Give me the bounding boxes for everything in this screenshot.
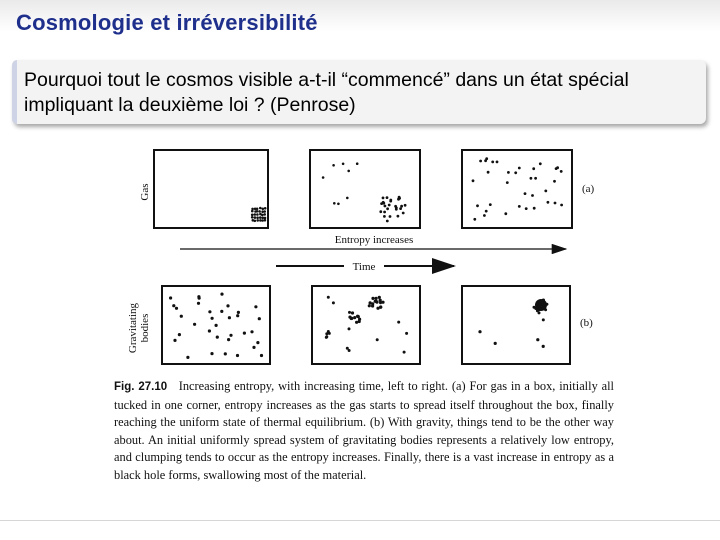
- particle: [560, 170, 563, 173]
- particle: [504, 212, 507, 215]
- particle: [357, 315, 360, 318]
- particle: [348, 327, 351, 330]
- particle: [368, 304, 371, 307]
- particle: [264, 207, 267, 210]
- particle: [224, 352, 227, 355]
- row-a-label: Gas: [139, 183, 151, 201]
- particle: [254, 305, 257, 308]
- particle: [348, 311, 351, 314]
- gas-box-3: [462, 150, 572, 228]
- particle: [539, 162, 542, 165]
- particle: [394, 205, 397, 208]
- particle: [383, 211, 386, 214]
- panel-a-tag: (a): [582, 183, 595, 195]
- particle: [375, 297, 378, 300]
- particle: [327, 330, 330, 333]
- question-box-accent: [12, 60, 17, 124]
- particle: [351, 311, 354, 314]
- particle: [229, 334, 232, 337]
- particle: [215, 324, 218, 327]
- particle: [487, 171, 490, 174]
- panel-b-tag: (b): [580, 317, 593, 329]
- particle: [333, 202, 336, 205]
- particle: [228, 316, 231, 319]
- particle: [485, 157, 488, 160]
- particle: [555, 167, 558, 170]
- particle: [518, 167, 521, 170]
- particle: [506, 181, 509, 184]
- particle: [261, 219, 264, 222]
- gas-box-3-particles: [472, 157, 563, 220]
- particle: [378, 296, 381, 299]
- particle: [472, 179, 475, 182]
- bottom-rule: [0, 520, 720, 521]
- particle: [327, 296, 330, 299]
- question-box: [12, 60, 706, 124]
- entropy-figure: [108, 140, 620, 520]
- particle: [220, 310, 223, 313]
- particle: [524, 192, 527, 195]
- particle: [496, 161, 499, 164]
- bodies-box-3: [462, 286, 570, 364]
- particle: [322, 176, 325, 179]
- particle: [386, 207, 389, 210]
- bodies-box-2-particles: [325, 296, 408, 354]
- particle: [208, 329, 211, 332]
- particle: [227, 338, 230, 341]
- particle: [258, 317, 261, 320]
- particle: [254, 213, 257, 216]
- particle: [236, 354, 239, 357]
- gas-box-1: [154, 150, 268, 228]
- particle: [473, 218, 476, 221]
- particle: [346, 197, 349, 200]
- particle: [478, 330, 481, 333]
- particle: [404, 204, 407, 207]
- particle: [532, 167, 535, 170]
- particle: [507, 171, 510, 174]
- particle: [544, 190, 547, 193]
- particle: [220, 293, 223, 296]
- particle: [236, 314, 239, 317]
- particle: [180, 315, 183, 318]
- entropy-diagram: [108, 140, 620, 380]
- particle: [226, 304, 229, 307]
- particle: [547, 201, 550, 204]
- particle: [399, 207, 402, 210]
- particle: [208, 310, 211, 313]
- particle: [553, 180, 556, 183]
- caption-label: Fig. 27.10: [114, 381, 168, 393]
- particle: [210, 352, 213, 355]
- particle: [259, 216, 262, 219]
- particle: [536, 338, 539, 341]
- particle: [530, 177, 533, 180]
- particle: [259, 207, 262, 210]
- caption-text: Increasing entropy, with increasing time, left to right. (a) For gas in a box, initially all tucked in one corner, entropy increases as the gas starts to spread itself throughout the box, finally reaching the uniform state of thermal equilibrium. (b) With gravity, things tend to be the other way about. An initial uniformly spread system of gravitating bodies represents a relatively low entropy, and clumping tends to occur as the entropy increases. Finally, there is a vast increase in entropy as a black hole forms, swallowing most of the material.: [114, 379, 614, 482]
- particle: [262, 208, 265, 211]
- question-text: Pourquoi tout le cosmos visible a-t-il “commencé” dans un état spécial impliquant la deuxième loi ? (Penrose): [24, 69, 629, 116]
- particle: [405, 332, 408, 335]
- particle: [386, 220, 389, 223]
- particle: [263, 210, 266, 213]
- particle: [193, 323, 196, 326]
- particle: [382, 197, 385, 200]
- particle: [371, 297, 374, 300]
- particle: [347, 170, 350, 173]
- entropy-arrow-label: Entropy increases: [334, 234, 414, 246]
- particle: [264, 219, 267, 222]
- particle: [485, 210, 488, 213]
- particle: [332, 301, 335, 304]
- particle: [197, 295, 200, 298]
- particle: [483, 214, 486, 217]
- particle: [186, 356, 189, 359]
- particle: [533, 207, 536, 210]
- particle: [250, 330, 253, 333]
- particle: [383, 215, 386, 218]
- particle: [525, 207, 528, 210]
- particle: [376, 338, 379, 341]
- gas-box-2: [310, 150, 420, 228]
- particle: [371, 304, 374, 307]
- particle: [403, 351, 406, 354]
- particle: [197, 302, 200, 305]
- particle: [260, 354, 263, 357]
- particle: [211, 317, 214, 320]
- particle: [476, 204, 479, 207]
- particle: [332, 164, 335, 167]
- particle: [325, 336, 328, 339]
- particle: [264, 217, 267, 220]
- particle: [542, 318, 545, 321]
- particle: [534, 177, 537, 180]
- particle: [379, 301, 382, 304]
- particle: [355, 321, 358, 324]
- particle: [491, 161, 494, 164]
- particle: [388, 204, 391, 207]
- time-arrow-label: Time: [352, 261, 376, 273]
- particle: [379, 210, 382, 213]
- particle: [337, 203, 340, 206]
- particle: [389, 199, 392, 202]
- figure-caption: [114, 378, 614, 485]
- particle: [256, 341, 259, 344]
- particle: [384, 205, 387, 208]
- particle: [173, 339, 176, 342]
- particle: [256, 213, 259, 216]
- row-b-label-line2: bodies: [139, 313, 151, 343]
- particle: [243, 332, 246, 335]
- particle: [263, 213, 266, 216]
- particle: [479, 160, 482, 163]
- particle: [389, 215, 392, 218]
- row-b-label-line1: Gravitating: [127, 302, 139, 354]
- particle: [375, 301, 378, 304]
- particle: [514, 171, 517, 174]
- particle: [256, 210, 259, 213]
- particle: [256, 208, 259, 211]
- particle: [254, 216, 257, 219]
- particle: [560, 204, 563, 207]
- particle: [348, 316, 351, 319]
- particle: [398, 196, 401, 199]
- particle: [397, 321, 400, 324]
- particle: [400, 205, 403, 208]
- particle: [353, 316, 356, 319]
- particle: [494, 342, 497, 345]
- particle: [169, 296, 172, 299]
- particle: [542, 345, 545, 348]
- gas-box-1-particles: [251, 207, 267, 222]
- particle: [178, 333, 181, 336]
- particle: [386, 196, 389, 199]
- gas-box-2-particles: [322, 162, 407, 222]
- particle: [252, 346, 255, 349]
- particle: [346, 347, 349, 350]
- particle: [342, 163, 345, 166]
- black-hole: [535, 299, 547, 311]
- particle: [261, 214, 264, 217]
- particle: [369, 301, 372, 304]
- particle: [251, 214, 254, 217]
- particle: [379, 305, 382, 308]
- particle: [518, 205, 521, 208]
- particle: [489, 203, 492, 206]
- particle: [251, 210, 254, 213]
- particle: [216, 336, 219, 339]
- particle: [254, 220, 257, 223]
- slide-title: Cosmologie et irréversibilité: [16, 10, 318, 35]
- particle: [172, 304, 175, 307]
- particle: [554, 202, 557, 205]
- particle: [251, 216, 254, 219]
- particle: [356, 162, 359, 165]
- particle: [402, 212, 405, 215]
- title-bar: [0, 0, 720, 46]
- particle: [382, 201, 385, 204]
- particle: [256, 219, 259, 222]
- particle: [175, 307, 178, 310]
- bodies-box-1-particles: [169, 293, 263, 360]
- particle: [531, 194, 534, 197]
- particle: [258, 210, 261, 213]
- particle: [395, 208, 398, 211]
- particle: [251, 208, 254, 211]
- particle: [397, 215, 400, 218]
- particle: [237, 311, 240, 314]
- particle: [256, 216, 259, 219]
